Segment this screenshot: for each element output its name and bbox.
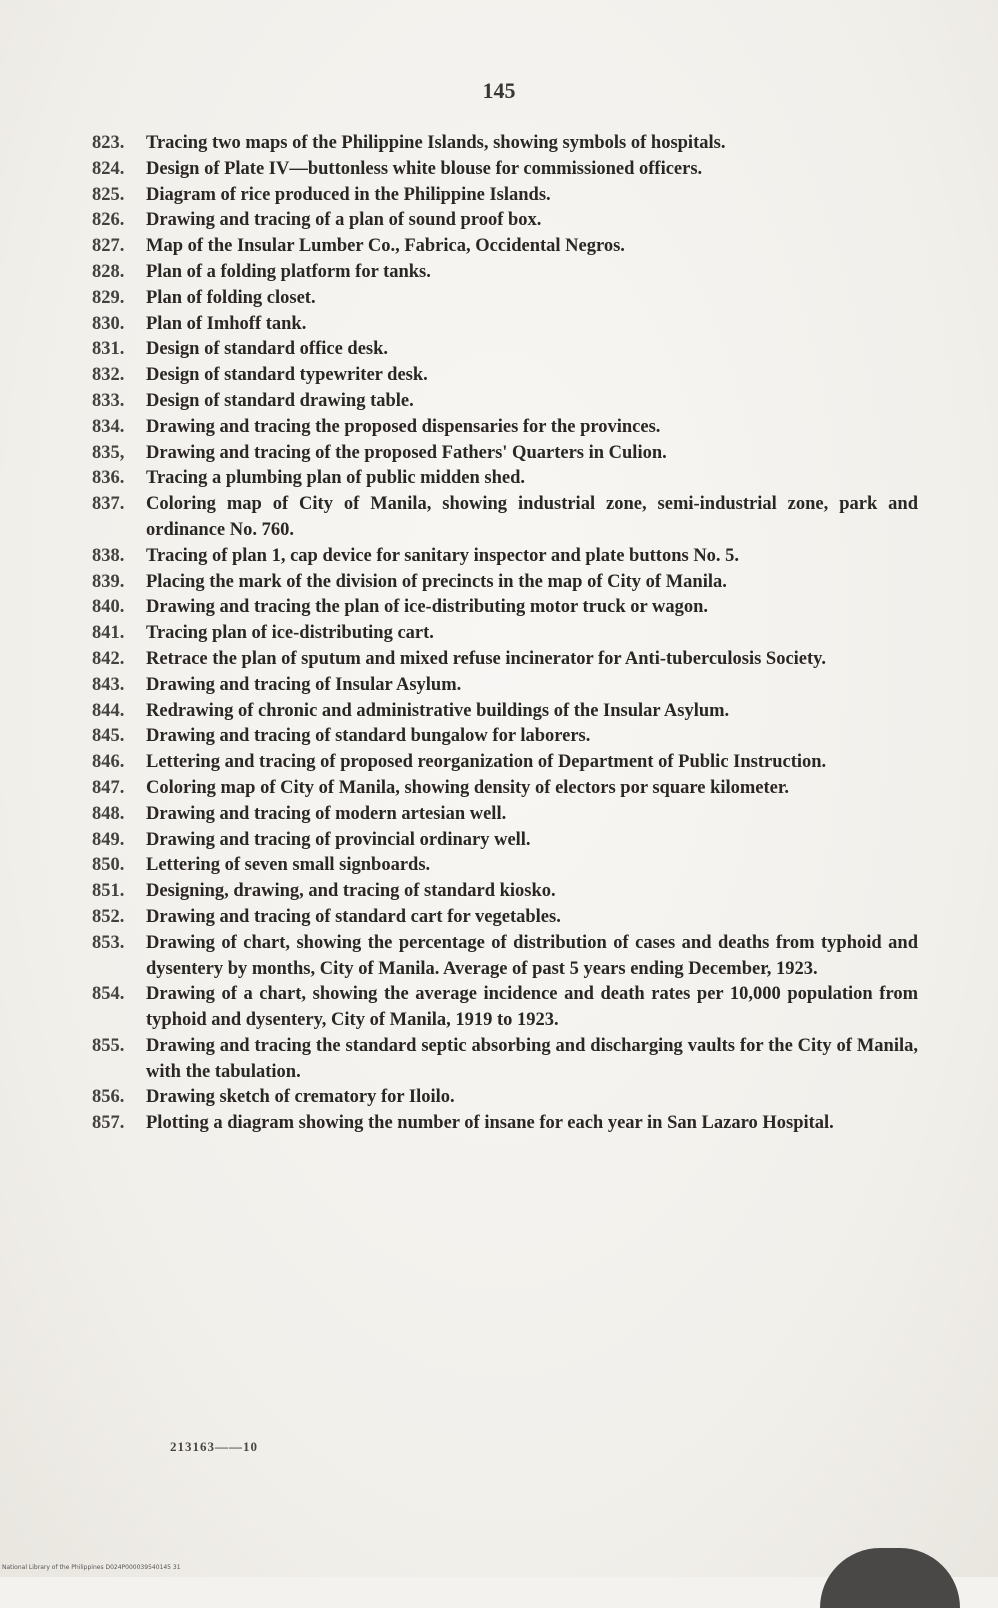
footer-print-code: 213163——10 bbox=[170, 1439, 258, 1454]
entry-text: Designing, drawing, and tracing of standard kiosko. bbox=[146, 881, 556, 902]
entry-number: 834. bbox=[92, 416, 125, 437]
entry-text: Plan of Imhoff tank. bbox=[146, 313, 307, 334]
list-item bbox=[92, 286, 922, 312]
entry-number: 840. bbox=[92, 597, 125, 618]
entry-number: 837. bbox=[92, 494, 125, 515]
list-item bbox=[92, 544, 922, 570]
list-item bbox=[92, 724, 922, 750]
entry-list bbox=[92, 131, 922, 1137]
entry-text: Lettering of seven small signboards. bbox=[146, 855, 431, 876]
list-item bbox=[92, 621, 922, 647]
entry-text: Plan of a folding platform for tanks. bbox=[146, 261, 431, 282]
entry-number: 854. bbox=[92, 984, 125, 1005]
entry-number: 833. bbox=[92, 390, 125, 411]
entry-number: 824. bbox=[92, 158, 125, 179]
entry-text: Drawing sketch of crematory for Iloilo. bbox=[146, 1087, 455, 1108]
entry-text: Retrace the plan of sputum and mixed refuse incinerator for Anti-tuberculosis Society. bbox=[146, 648, 827, 669]
entry-text: Coloring map of City of Manila, showing density of electors por square kilometer. bbox=[146, 777, 790, 798]
entry-text: Drawing of chart, showing the percentage of distribution of cases and deaths from typhoid and dysentery by months, City of Manila. Average of past 5 years ending December, 1923. bbox=[146, 932, 918, 979]
entry-number: 844. bbox=[92, 700, 125, 721]
entry-text: Diagram of rice produced in the Philippine Islands. bbox=[146, 184, 551, 205]
entry-text: Drawing and tracing of provincial ordinary well. bbox=[146, 829, 531, 850]
list-item bbox=[92, 1034, 922, 1086]
entry-text: Drawing and tracing of modern artesian well. bbox=[146, 803, 507, 824]
list-item bbox=[92, 931, 922, 983]
entry-text: Drawing and tracing of standard bungalow for laborers. bbox=[146, 726, 591, 747]
entry-text: Design of standard drawing table. bbox=[146, 390, 414, 411]
entry-number: 842. bbox=[92, 648, 125, 669]
entry-text: Tracing plan of ice-distributing cart. bbox=[146, 623, 434, 644]
list-item bbox=[92, 595, 922, 621]
list-item bbox=[92, 879, 922, 905]
entry-text: Tracing a plumbing plan of public midden shed. bbox=[146, 468, 526, 489]
entry-number: 838. bbox=[92, 545, 125, 566]
list-item bbox=[92, 157, 922, 183]
entry-number: 835, bbox=[92, 442, 125, 463]
scan-shadow bbox=[820, 1548, 960, 1608]
entry-text: Coloring map of City of Manila, showing industrial zone, semi-industrial zone, park and ordinance No. 760. bbox=[146, 494, 918, 540]
entry-number: 827. bbox=[92, 236, 125, 257]
entry-text: Drawing and tracing of standard cart for vegetables. bbox=[146, 906, 561, 927]
entry-number: 839. bbox=[92, 571, 125, 592]
entry-number: 853. bbox=[92, 932, 125, 953]
list-item bbox=[92, 183, 922, 209]
entry-text: Drawing and tracing of the proposed Fathers' Quarters in Culion. bbox=[146, 442, 667, 463]
list-item bbox=[92, 441, 922, 467]
entry-text: Placing the mark of the division of precincts in the map of City of Manila. bbox=[146, 571, 727, 592]
entry-number: 843. bbox=[92, 674, 125, 695]
entry-text: Map of the Insular Lumber Co., Fabrica, Occidental Negros. bbox=[146, 236, 625, 257]
entry-number: 855. bbox=[92, 1035, 125, 1056]
entry-text: Tracing of plan 1, cap device for sanitary inspector and plate buttons No. 5. bbox=[146, 545, 740, 566]
list-item bbox=[92, 776, 922, 802]
entry-text: Drawing of a chart, showing the average incidence and death rates per 10,000 population from typhoid and dysentery, City of Manila, 1919 to 1923. bbox=[146, 984, 918, 1031]
entry-number: 836. bbox=[92, 468, 125, 489]
entry-number: 845. bbox=[92, 726, 125, 747]
list-item bbox=[92, 673, 922, 699]
entry-number: 850. bbox=[92, 855, 125, 876]
entry-number: 830. bbox=[92, 313, 125, 334]
entry-number: 841. bbox=[92, 623, 125, 644]
entry-text: Design of standard office desk. bbox=[146, 339, 389, 360]
list-item bbox=[92, 750, 922, 776]
list-item bbox=[92, 337, 922, 363]
list-item bbox=[92, 208, 922, 234]
entry-number: 857. bbox=[92, 1113, 125, 1134]
entry-text: Design of standard typewriter desk. bbox=[146, 365, 428, 386]
entry-text: Drawing and tracing the plan of ice-distributing motor truck or wagon. bbox=[146, 597, 709, 618]
list-item bbox=[92, 982, 922, 1034]
entry-number: 849. bbox=[92, 829, 125, 850]
list-item bbox=[92, 853, 922, 879]
list-item bbox=[92, 828, 922, 854]
entry-text: Drawing and tracing of Insular Asylum. bbox=[146, 674, 462, 695]
entry-number: 829. bbox=[92, 287, 125, 308]
list-item bbox=[92, 570, 922, 596]
list-item bbox=[92, 466, 922, 492]
list-item bbox=[92, 1085, 922, 1111]
list-item bbox=[92, 647, 922, 673]
list-item bbox=[92, 260, 922, 286]
entry-number: 847. bbox=[92, 777, 125, 798]
entry-number: 846. bbox=[92, 752, 125, 773]
entry-text: Plan of folding closet. bbox=[146, 287, 316, 308]
entry-number: 823. bbox=[92, 133, 125, 153]
entry-number: 848. bbox=[92, 803, 125, 824]
list-item bbox=[92, 1111, 922, 1137]
list-item bbox=[92, 131, 922, 157]
entry-number: 831. bbox=[92, 339, 125, 360]
list-item bbox=[92, 802, 922, 828]
entry-text: Tracing two maps of the Philippine Islands, showing symbols of hospitals. bbox=[146, 133, 726, 153]
entry-number: 856. bbox=[92, 1087, 125, 1108]
archive-credit: National Library of the Philippines D024P000039540145 31 bbox=[2, 1564, 181, 1571]
list-item bbox=[92, 699, 922, 725]
entry-text: Drawing and tracing the standard septic absorbing and discharging vaults for the City of Manila, with the tabulation. bbox=[146, 1035, 918, 1082]
page-number: 145 bbox=[482, 78, 516, 103]
entry-text: Lettering and tracing of proposed reorganization of Department of Public Instruction. bbox=[146, 752, 827, 773]
entry-number: 851. bbox=[92, 881, 125, 902]
list-item bbox=[92, 389, 922, 415]
entry-text: Redrawing of chronic and administrative buildings of the Insular Asylum. bbox=[146, 700, 730, 721]
list-item bbox=[92, 234, 922, 260]
entry-number: 832. bbox=[92, 365, 125, 386]
entry-text: Drawing and tracing the proposed dispensaries for the provinces. bbox=[146, 416, 661, 437]
list-item bbox=[92, 492, 922, 544]
entry-number: 826. bbox=[92, 210, 125, 231]
list-item bbox=[92, 363, 922, 389]
entry-number: 825. bbox=[92, 184, 125, 205]
list-item bbox=[92, 312, 922, 338]
entry-number: 828. bbox=[92, 261, 125, 282]
entry-text: Drawing and tracing of a plan of sound proof box. bbox=[146, 210, 542, 231]
entry-text: Design of Plate IV—buttonless white blouse for commissioned officers. bbox=[146, 158, 703, 179]
list-item bbox=[92, 415, 922, 441]
entry-text: Plotting a diagram showing the number of insane for each year in San Lazaro Hospital. bbox=[146, 1113, 834, 1134]
entry-number: 852. bbox=[92, 906, 125, 927]
list-item bbox=[92, 905, 922, 931]
